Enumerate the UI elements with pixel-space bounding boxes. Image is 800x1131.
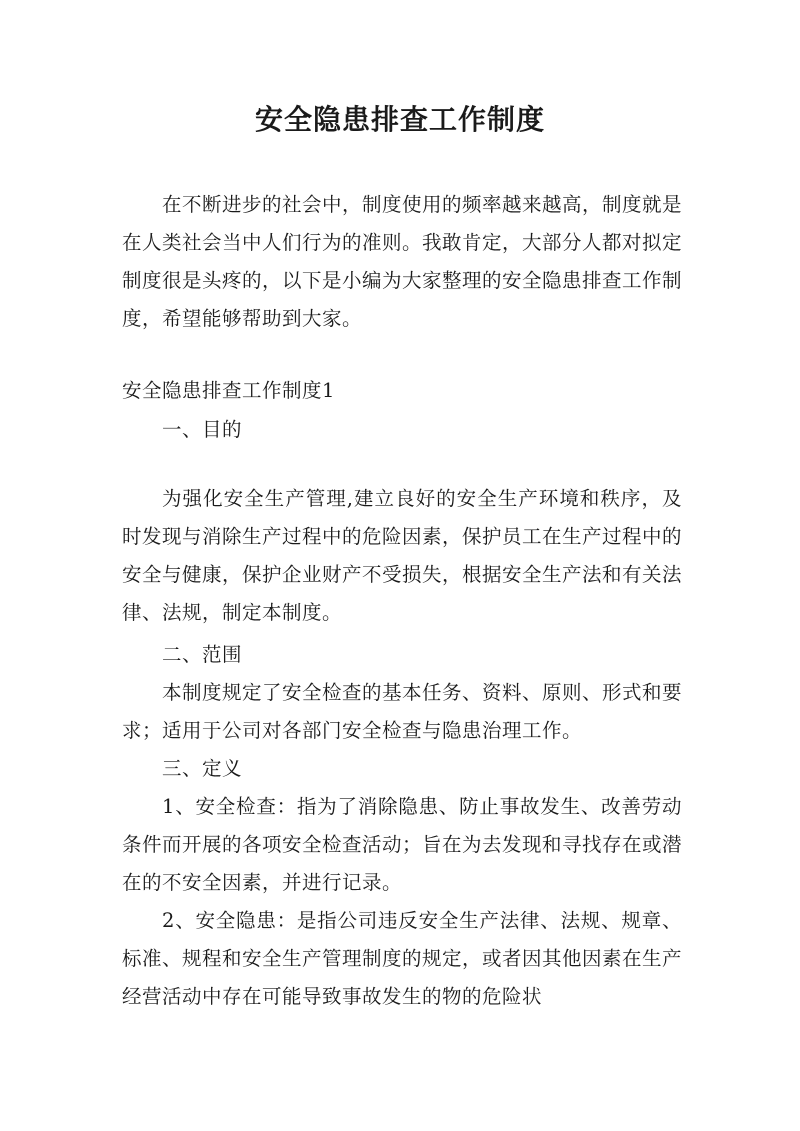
- paragraph-definition-2: 2、安全隐患：是指公司违反安全生产法律、法规、规章、标准、规程和安全生产管理制度的规定，或者因其他因素在生产经营活动中存在可能导致事故发生的物的危险状: [122, 909, 683, 1008]
- heading-definitions: 三、定义: [162, 757, 243, 780]
- document-title: 安全隐患排查工作制度: [254, 103, 545, 136]
- paragraph-purpose: 为强化安全生产管理,建立良好的安全生产环境和秩序，及时发现与消除生产过程中的危险因素，保护员工在生产过程中的安全与健康，保护企业财产不受损失，根据安全生产法和有关法律、法规，制定本制度。: [122, 487, 683, 624]
- heading-purpose: 一、目的: [162, 418, 243, 441]
- paragraph-scope: 本制度规定了安全检查的基本任务、资料、原则、形式和要求；适用于公司对各部门安全检查与隐患治理工作。: [122, 681, 683, 742]
- heading-scope: 二、范围: [162, 643, 243, 666]
- section-title: 安全隐患排查工作制度1: [122, 379, 335, 402]
- paragraph-definition-1: 1、安全检查：指为了消除隐患、防止事故发生、改善劳动条件而开展的各项安全检查活动；旨在为去发现和寻找存在或潜在的不安全因素，并进行记录。: [122, 795, 683, 894]
- intro-paragraph: 在不断进步的社会中，制度使用的频率越来越高，制度就是在人类社会当中人们行为的准则。我敢肯定，大部分人都对拟定制度很是头疼的，以下是小编为大家整理的安全隐患排查工作制度，希望能够帮助到大家。: [122, 193, 683, 330]
